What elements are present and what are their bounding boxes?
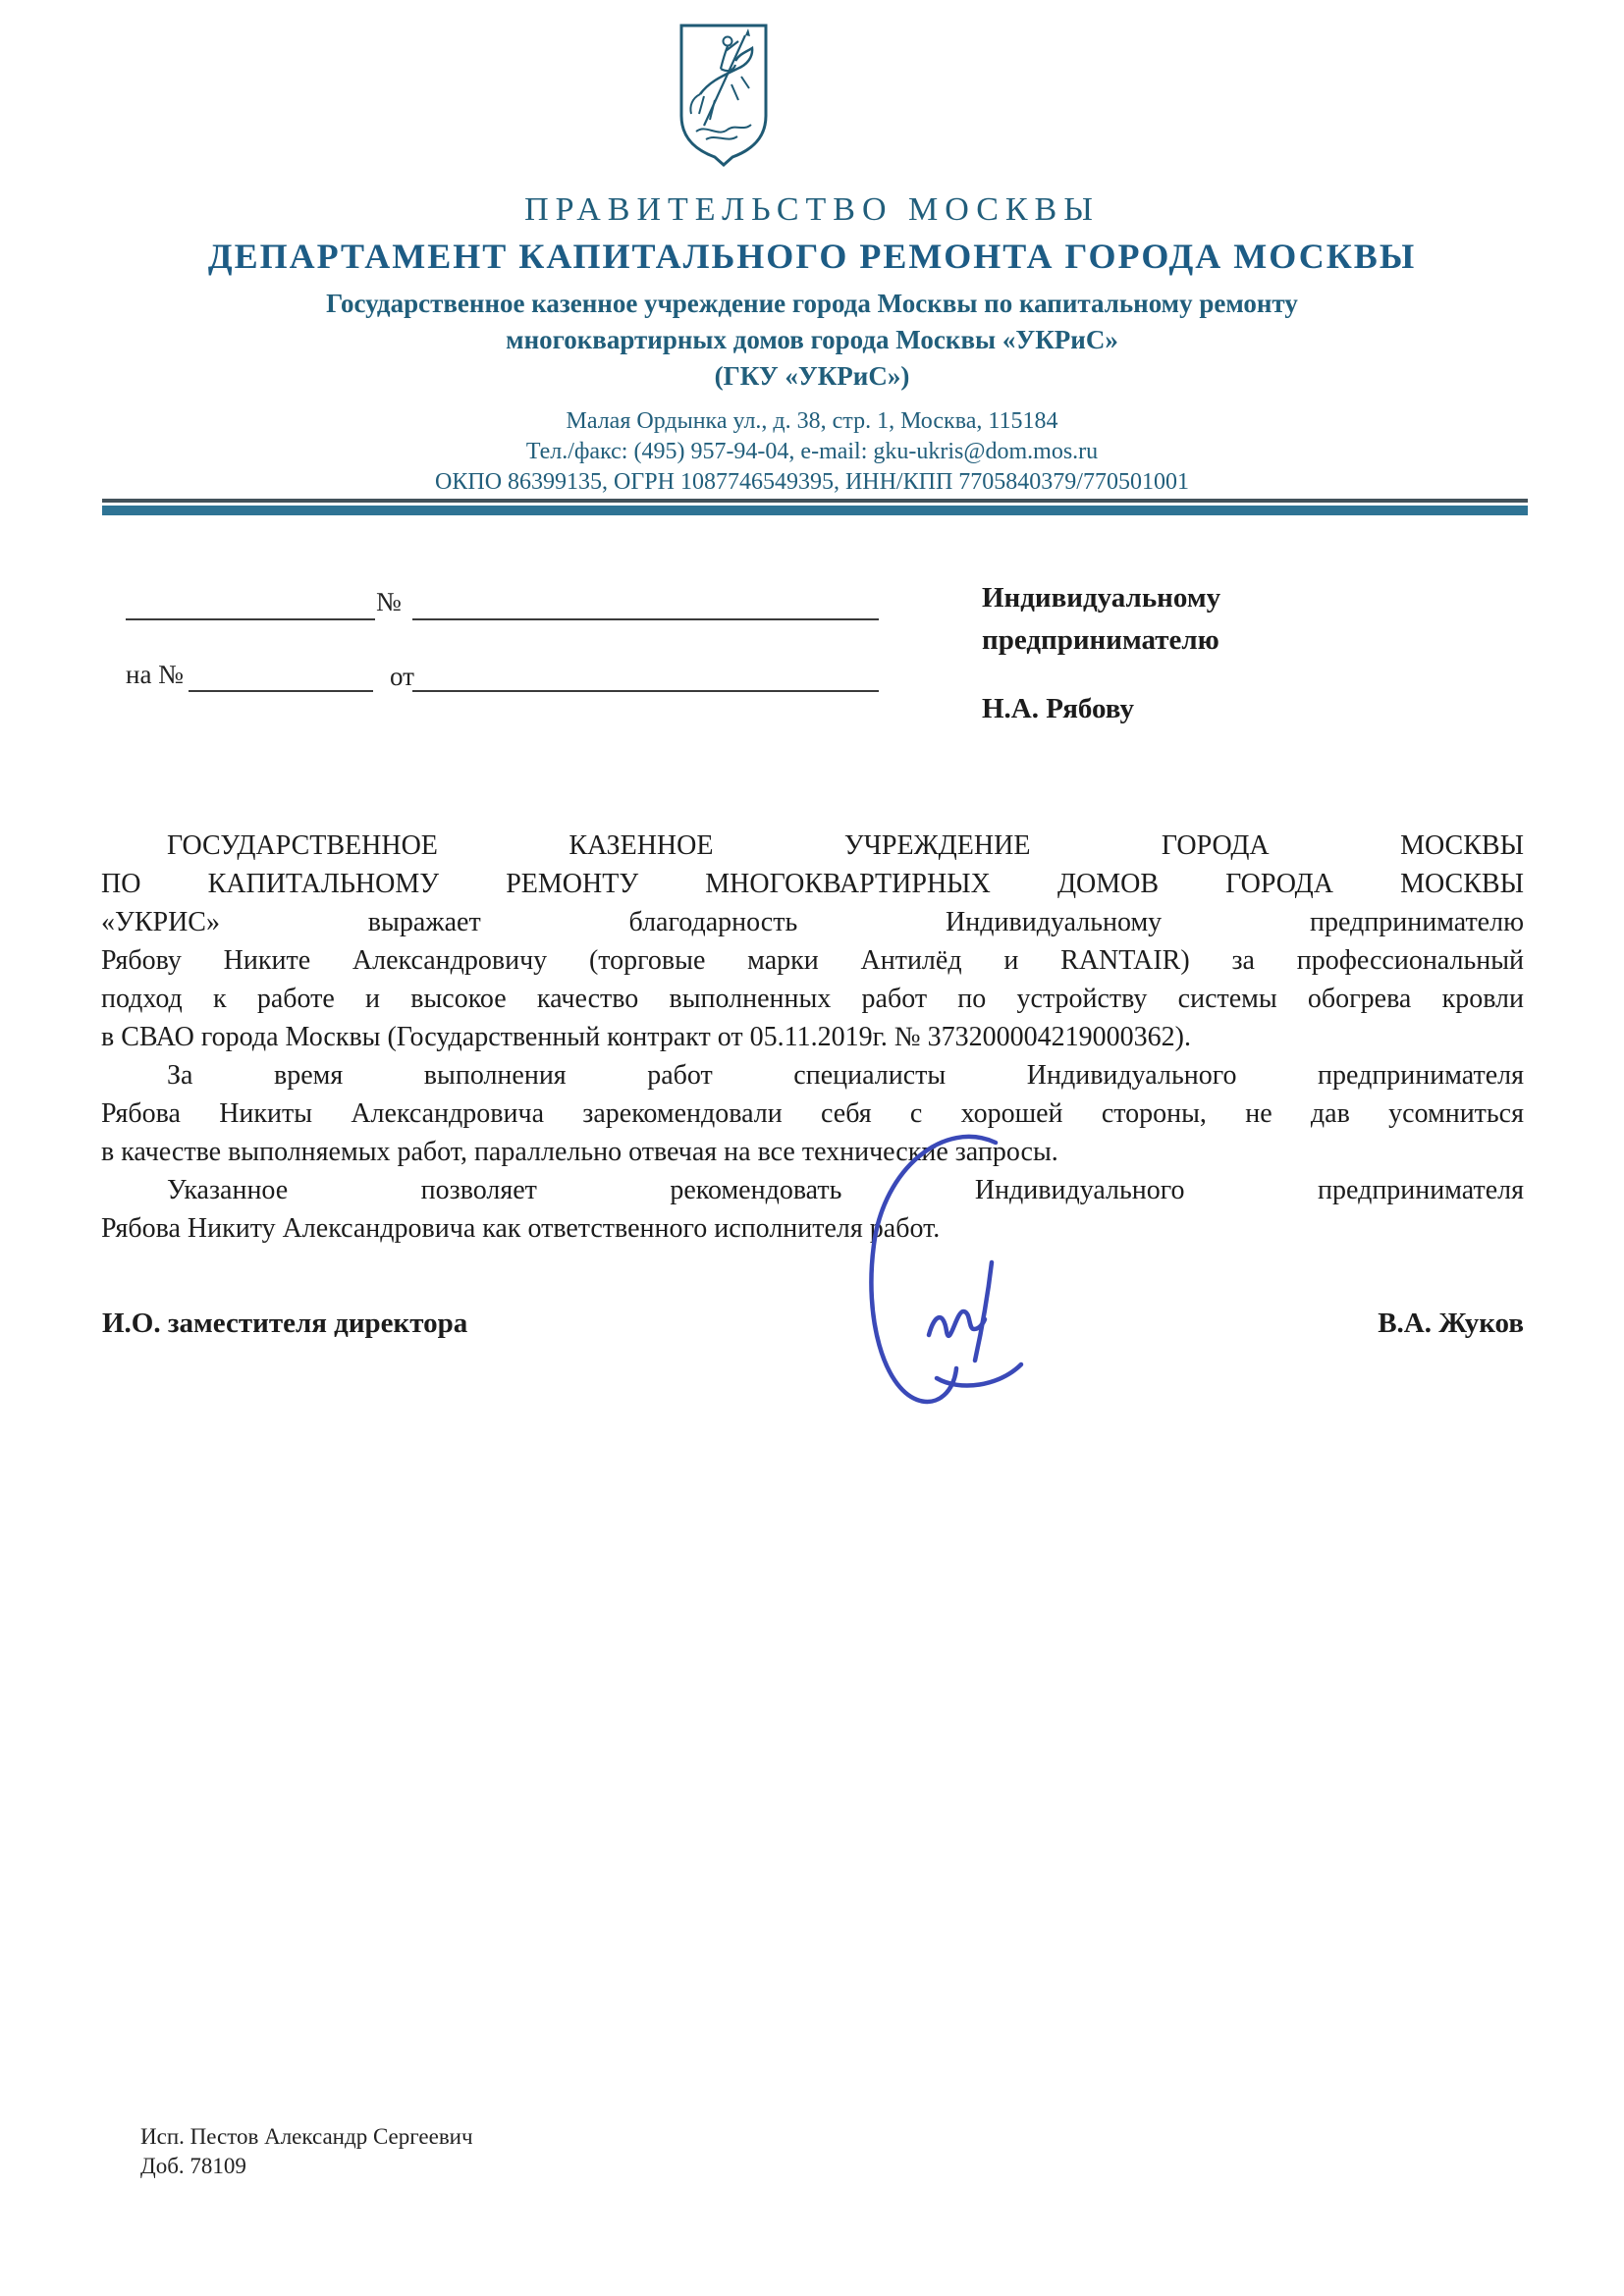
signatory-name: В.А. Жуков bbox=[1378, 1308, 1524, 1339]
from-label: от bbox=[390, 662, 414, 691]
department-title: ДЕПАРТАМЕНТ КАПИТАЛЬНОГО РЕМОНТА ГОРОДА МОСКВЫ bbox=[207, 237, 1417, 276]
letterhead-divider-thin bbox=[102, 499, 1528, 503]
body-line: в качестве выполняемых работ, параллельно отвечая на все технические запросы. bbox=[101, 1137, 1058, 1167]
body-line: Рябова Никиту Александровича как ответственного исполнителя работ. bbox=[101, 1213, 941, 1244]
letterhead bbox=[0, 22, 1624, 498]
handwritten-signature-ink bbox=[846, 1107, 1053, 1412]
government-title: ПРАВИТЕЛЬСТВО МОСКВЫ bbox=[524, 191, 1100, 228]
outgoing-date-blank bbox=[126, 618, 375, 620]
body-line: Рябову Никите Александровичу (торговые марки Антилёд и RANTAIR) за профессиональный bbox=[101, 945, 1524, 976]
postal-address: Малая Ордынка ул., д. 38, стр. 1, Москва, 115184 bbox=[566, 408, 1058, 434]
registration-line: ОКПО 86399135, ОГРН 1087746549395, ИНН/КПП 7705840379/770501001 bbox=[435, 469, 1189, 495]
recipient-line-1: Индивидуальному bbox=[982, 582, 1221, 614]
body-line: Указанное позволяет рекомендовать Индивидуального предпринимателя bbox=[167, 1175, 1524, 1205]
body-line: ПО КАПИТАЛЬНОМУ РЕМОНТУ МНОГОКВАРТИРНЫХ ДОМОВ ГОРОДА МОСКВЫ bbox=[101, 869, 1524, 899]
recipient-line-2: предпринимателю bbox=[982, 624, 1219, 656]
body-line: Рябова Никиты Александровича зарекомендовали себя с хорошей стороны, не дав усомниться bbox=[101, 1098, 1524, 1129]
body-line: За время выполнения работ специалисты Индивидуального предпринимателя bbox=[167, 1060, 1524, 1091]
institution-short-name: (ГКУ «УКРиС») bbox=[714, 361, 910, 391]
executor-block bbox=[140, 2122, 473, 2181]
institution-name bbox=[0, 286, 1624, 395]
body-line: «УКРИС» выражает благодарность Индивидуальному предпринимателю bbox=[101, 907, 1524, 937]
on-number-label: на № bbox=[126, 660, 184, 689]
executor-phone-ext: Доб. 78109 bbox=[140, 2154, 246, 2178]
executor-name: Исп. Пестов Александр Сергеевич bbox=[140, 2124, 473, 2149]
moscow-coat-of-arms-icon bbox=[677, 22, 771, 167]
outgoing-number-blank bbox=[412, 618, 879, 620]
incoming-date-blank bbox=[412, 690, 879, 692]
phone-email-line: Тел./факс: (495) 957-94-04, e-mail: gku-ukris@dom.mos.ru bbox=[525, 439, 1099, 464]
contact-block bbox=[0, 406, 1624, 498]
number-label: № bbox=[376, 587, 402, 616]
letterhead-divider-thick bbox=[102, 506, 1528, 515]
body-line: в СВАО города Москвы (Государственный контракт от 05.11.2019г. № 373200004219000362). bbox=[101, 1022, 1191, 1052]
institution-line-2: многоквартирных домов города Москвы «УКРиС» bbox=[506, 325, 1118, 354]
institution-line-1: Государственное казенное учреждение города Москвы по капитальному ремонту bbox=[326, 289, 1298, 318]
body-line: ГОСУДАРСТВЕННОЕ КАЗЕННОЕ УЧРЕЖДЕНИЕ ГОРОДА МОСКВЫ bbox=[167, 830, 1524, 861]
body-line: подход к работе и высокое качество выполненных работ по устройству системы обогрева кровли bbox=[101, 984, 1524, 1014]
signatory-position: И.О. заместителя директора bbox=[102, 1308, 468, 1339]
recipient-name: Н.А. Рябову bbox=[982, 693, 1134, 724]
recipient-block bbox=[982, 577, 1335, 730]
body-paragraphs bbox=[101, 827, 1524, 1248]
incoming-number-blank bbox=[189, 690, 373, 692]
